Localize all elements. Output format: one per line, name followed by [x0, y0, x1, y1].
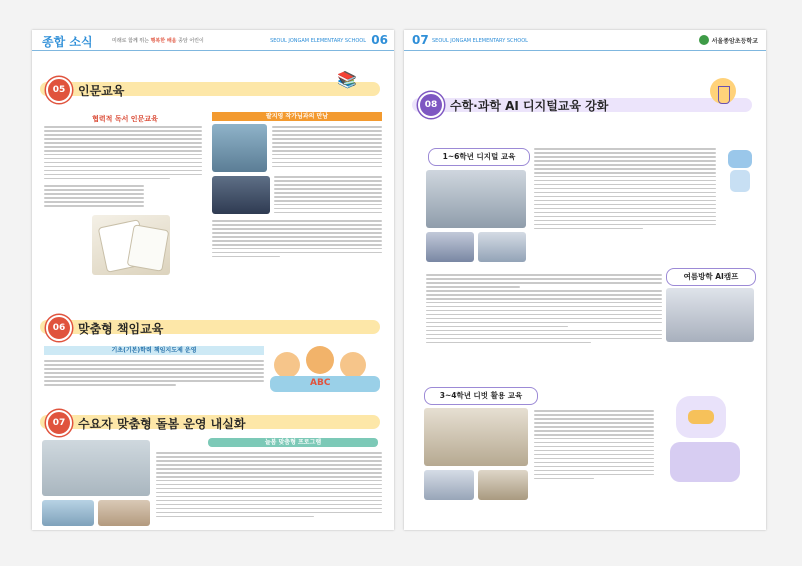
body-text: [44, 360, 264, 388]
robot-icon: [722, 150, 758, 200]
ai-robot-illustration: [662, 390, 756, 490]
school-name: SEOUL JONGAM ELEMENTARY SCHOOL: [270, 38, 366, 44]
section-number-badge: 07: [46, 410, 72, 436]
section-05-header: [46, 78, 124, 102]
photo-care-class: [42, 500, 94, 526]
body-text: [272, 126, 382, 170]
science-icon: [704, 78, 744, 110]
header-subtitle: 미래로 함께 뛰는 행복한 배움 종암 어린이: [112, 38, 204, 44]
logo-emblem-icon: [699, 35, 709, 45]
subsection-banner: 팔지영 작가님과의 만남: [212, 112, 382, 121]
body-text: [212, 220, 382, 260]
body-text: [44, 126, 202, 182]
body-text: [274, 176, 382, 216]
body-text: [426, 274, 662, 346]
school-name: SEOUL JONGAM ELEMENTARY SCHOOL: [432, 38, 528, 44]
page-number: 06: [371, 33, 388, 47]
tag-ai-camp: 여름방학 AI캠프: [666, 268, 756, 286]
body-text: [156, 452, 382, 520]
body-text: [44, 185, 144, 209]
body-text: [534, 148, 716, 232]
photo-care-class: [42, 440, 150, 496]
book-icon: 📚: [337, 70, 357, 89]
subsection-banner: 기초(기본)학력 책임지도제 운영: [44, 346, 264, 355]
tag-dibut-education: 3~4학년 디벗 활용 교육: [424, 387, 538, 405]
tag-digital-education: 1~6학년 디지털 교육: [428, 148, 530, 166]
section-title: 맞춤형 책임교육: [78, 321, 164, 336]
right-header: [404, 30, 766, 51]
section-06-header: [46, 316, 163, 340]
photo-classroom: [426, 232, 474, 262]
section-number-badge: 08: [418, 92, 444, 118]
section-title: 인문교육: [78, 83, 125, 98]
left-page: [32, 30, 394, 530]
photo-ai-camp: [666, 288, 754, 342]
body-text: [534, 410, 654, 482]
photo-author-visit: [212, 124, 267, 172]
header-title: 종합 소식: [42, 35, 93, 49]
right-page: [404, 30, 766, 530]
photo-tablet-class: [424, 408, 528, 466]
section-number-badge: 06: [46, 315, 72, 341]
section-title: 수요자 맞춤형 돌봄 운영 내실화: [78, 416, 246, 431]
section-number-badge: 05: [46, 77, 72, 103]
section-07-header: [46, 411, 245, 435]
school-logo: 서울종암초등학교: [699, 35, 758, 45]
photo-care-class: [98, 500, 150, 526]
page-number: 07: [412, 33, 429, 47]
subsection-title: 협력적 독서 인문교육: [92, 115, 158, 123]
photo-book-bag: [92, 215, 170, 275]
subsection-banner: 늘봄 맞춤형 프로그램: [208, 438, 378, 447]
photo-tablet-class: [424, 470, 474, 500]
photo-classroom: [478, 232, 526, 262]
kids-illustration: ABC: [270, 342, 382, 394]
section-08-header: [418, 93, 608, 117]
photo-tablet-class: [478, 470, 528, 500]
left-header: [32, 30, 394, 51]
section-title: 수학·과학 AI 디지털교육 강화: [450, 98, 609, 113]
photo-classroom: [426, 170, 526, 228]
photo-lecture-hall: [212, 176, 270, 214]
